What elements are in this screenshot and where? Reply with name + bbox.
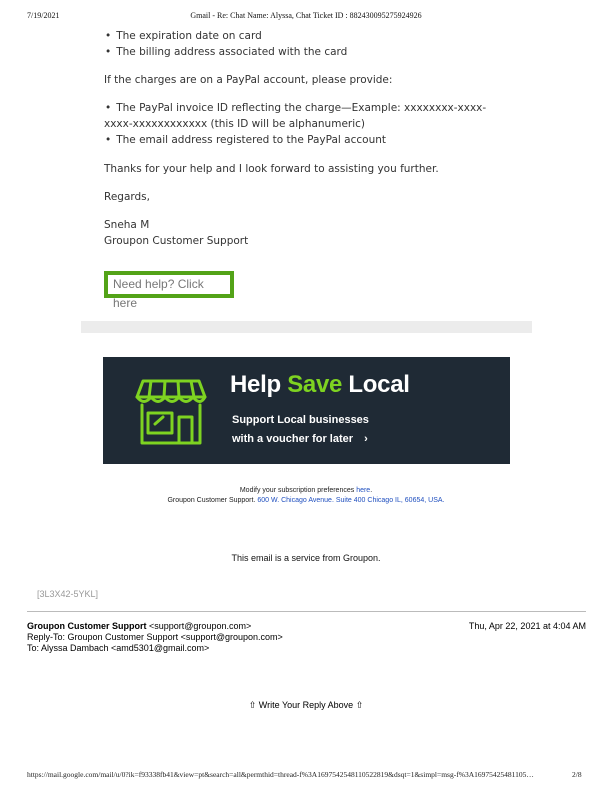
reply-marker-text: Write Your Reply Above <box>258 700 354 710</box>
print-date: 7/19/2021 <box>27 11 60 20</box>
address-country-link[interactable]: USA <box>428 497 443 504</box>
storefront-icon <box>133 375 209 449</box>
print-url: https://mail.google.com/mail/u/0?ik=f93338fb41&view=pt&search=all&permthid=thread-f%3A1697542548110522819&dsqt=1&simpl=msg-f%3A16975425481105… <box>27 770 534 779</box>
reply-marker <box>0 700 612 711</box>
address-street-link[interactable]: 600 W. Chicago Avenue <box>257 497 332 504</box>
banner-title-save: Save <box>287 371 343 398</box>
subscription-here-link[interactable]: here <box>356 487 371 494</box>
bullet-billing-address: • The billing address associated with the card <box>105 44 347 60</box>
service-note: This email is a service from Groupon. <box>231 553 381 563</box>
banner-subtitle <box>232 411 369 449</box>
thanks-line: Thanks for your help and I look forward to assisting you further. <box>104 163 439 175</box>
bullet-expiration-date: • The expiration date on card <box>105 28 262 44</box>
bullet-paypal-email: • The email address registered to the PayPal account <box>105 132 386 148</box>
help-save-local-banner[interactable] <box>103 357 510 464</box>
message-date: Thu, Apr 22, 2021 at 4:04 AM <box>468 621 586 631</box>
help-button[interactable] <box>104 271 234 310</box>
from-name: Groupon Customer Support <box>27 621 147 631</box>
chevron-right-icon: › <box>364 433 368 445</box>
signature-team: Groupon Customer Support <box>104 235 249 247</box>
print-page-number: 2/8 <box>572 770 582 779</box>
message-reply-to: Reply-To: Groupon Customer Support <support@groupon.com> <box>27 632 283 642</box>
banner-title-local: Local <box>348 371 410 398</box>
message-to: To: Alyssa Dambach <amd5301@gmail.com> <box>27 643 210 653</box>
banner-title-help: Help <box>230 371 281 398</box>
company-name: Groupon Customer Support. <box>167 497 256 504</box>
print-title: Gmail - Re: Chat Name: Alyssa, Chat Ticket ID : 882430095275924926 <box>190 11 422 20</box>
address-suite-link[interactable]: Suite 400 <box>335 497 366 504</box>
banner-subtitle-line1: Support Local businesses <box>232 414 369 426</box>
up-arrow-icon: ⇧ <box>248 700 257 710</box>
subscription-text: Modify your subscription preferences <box>239 487 355 494</box>
bullet-paypal-invoice-line1: • The PayPal invoice ID reflecting the charge—Example: xxxxxxxx-xxxx- <box>105 100 486 116</box>
subscription-preferences <box>0 487 612 494</box>
message-from <box>27 621 251 631</box>
up-arrow-icon: ⇧ <box>355 700 364 710</box>
paypal-intro: If the charges are on a PayPal account, please provide: <box>104 74 393 86</box>
from-email: <support@groupon.com> <box>149 621 252 631</box>
subscription-period: . <box>370 487 373 494</box>
regards-line: Regards, <box>104 191 150 203</box>
banner-subtitle-line2-text: with a voucher for later <box>232 433 354 445</box>
address-city-link[interactable]: Chicago IL <box>367 497 401 504</box>
bullet-paypal-invoice-line2: xxxx-xxxxxxxxxxxx (this ID will be alphanumeric) <box>104 118 366 130</box>
ticket-reference: [3L3X42-5YKL] <box>37 589 99 599</box>
message-divider <box>27 611 586 612</box>
divider-bar <box>81 321 532 333</box>
signature-name: Sneha M <box>104 219 150 231</box>
company-address: Groupon Customer Support. 600 W. Chicago Avenue. Suite 400 Chicago IL, 60654, USA. <box>167 497 445 504</box>
banner-subtitle-line2 <box>232 430 369 449</box>
banner-title <box>230 371 410 399</box>
help-button-label[interactable]: Need help? Click here <box>108 275 230 294</box>
address-zip-link[interactable]: 60654 <box>404 497 425 504</box>
